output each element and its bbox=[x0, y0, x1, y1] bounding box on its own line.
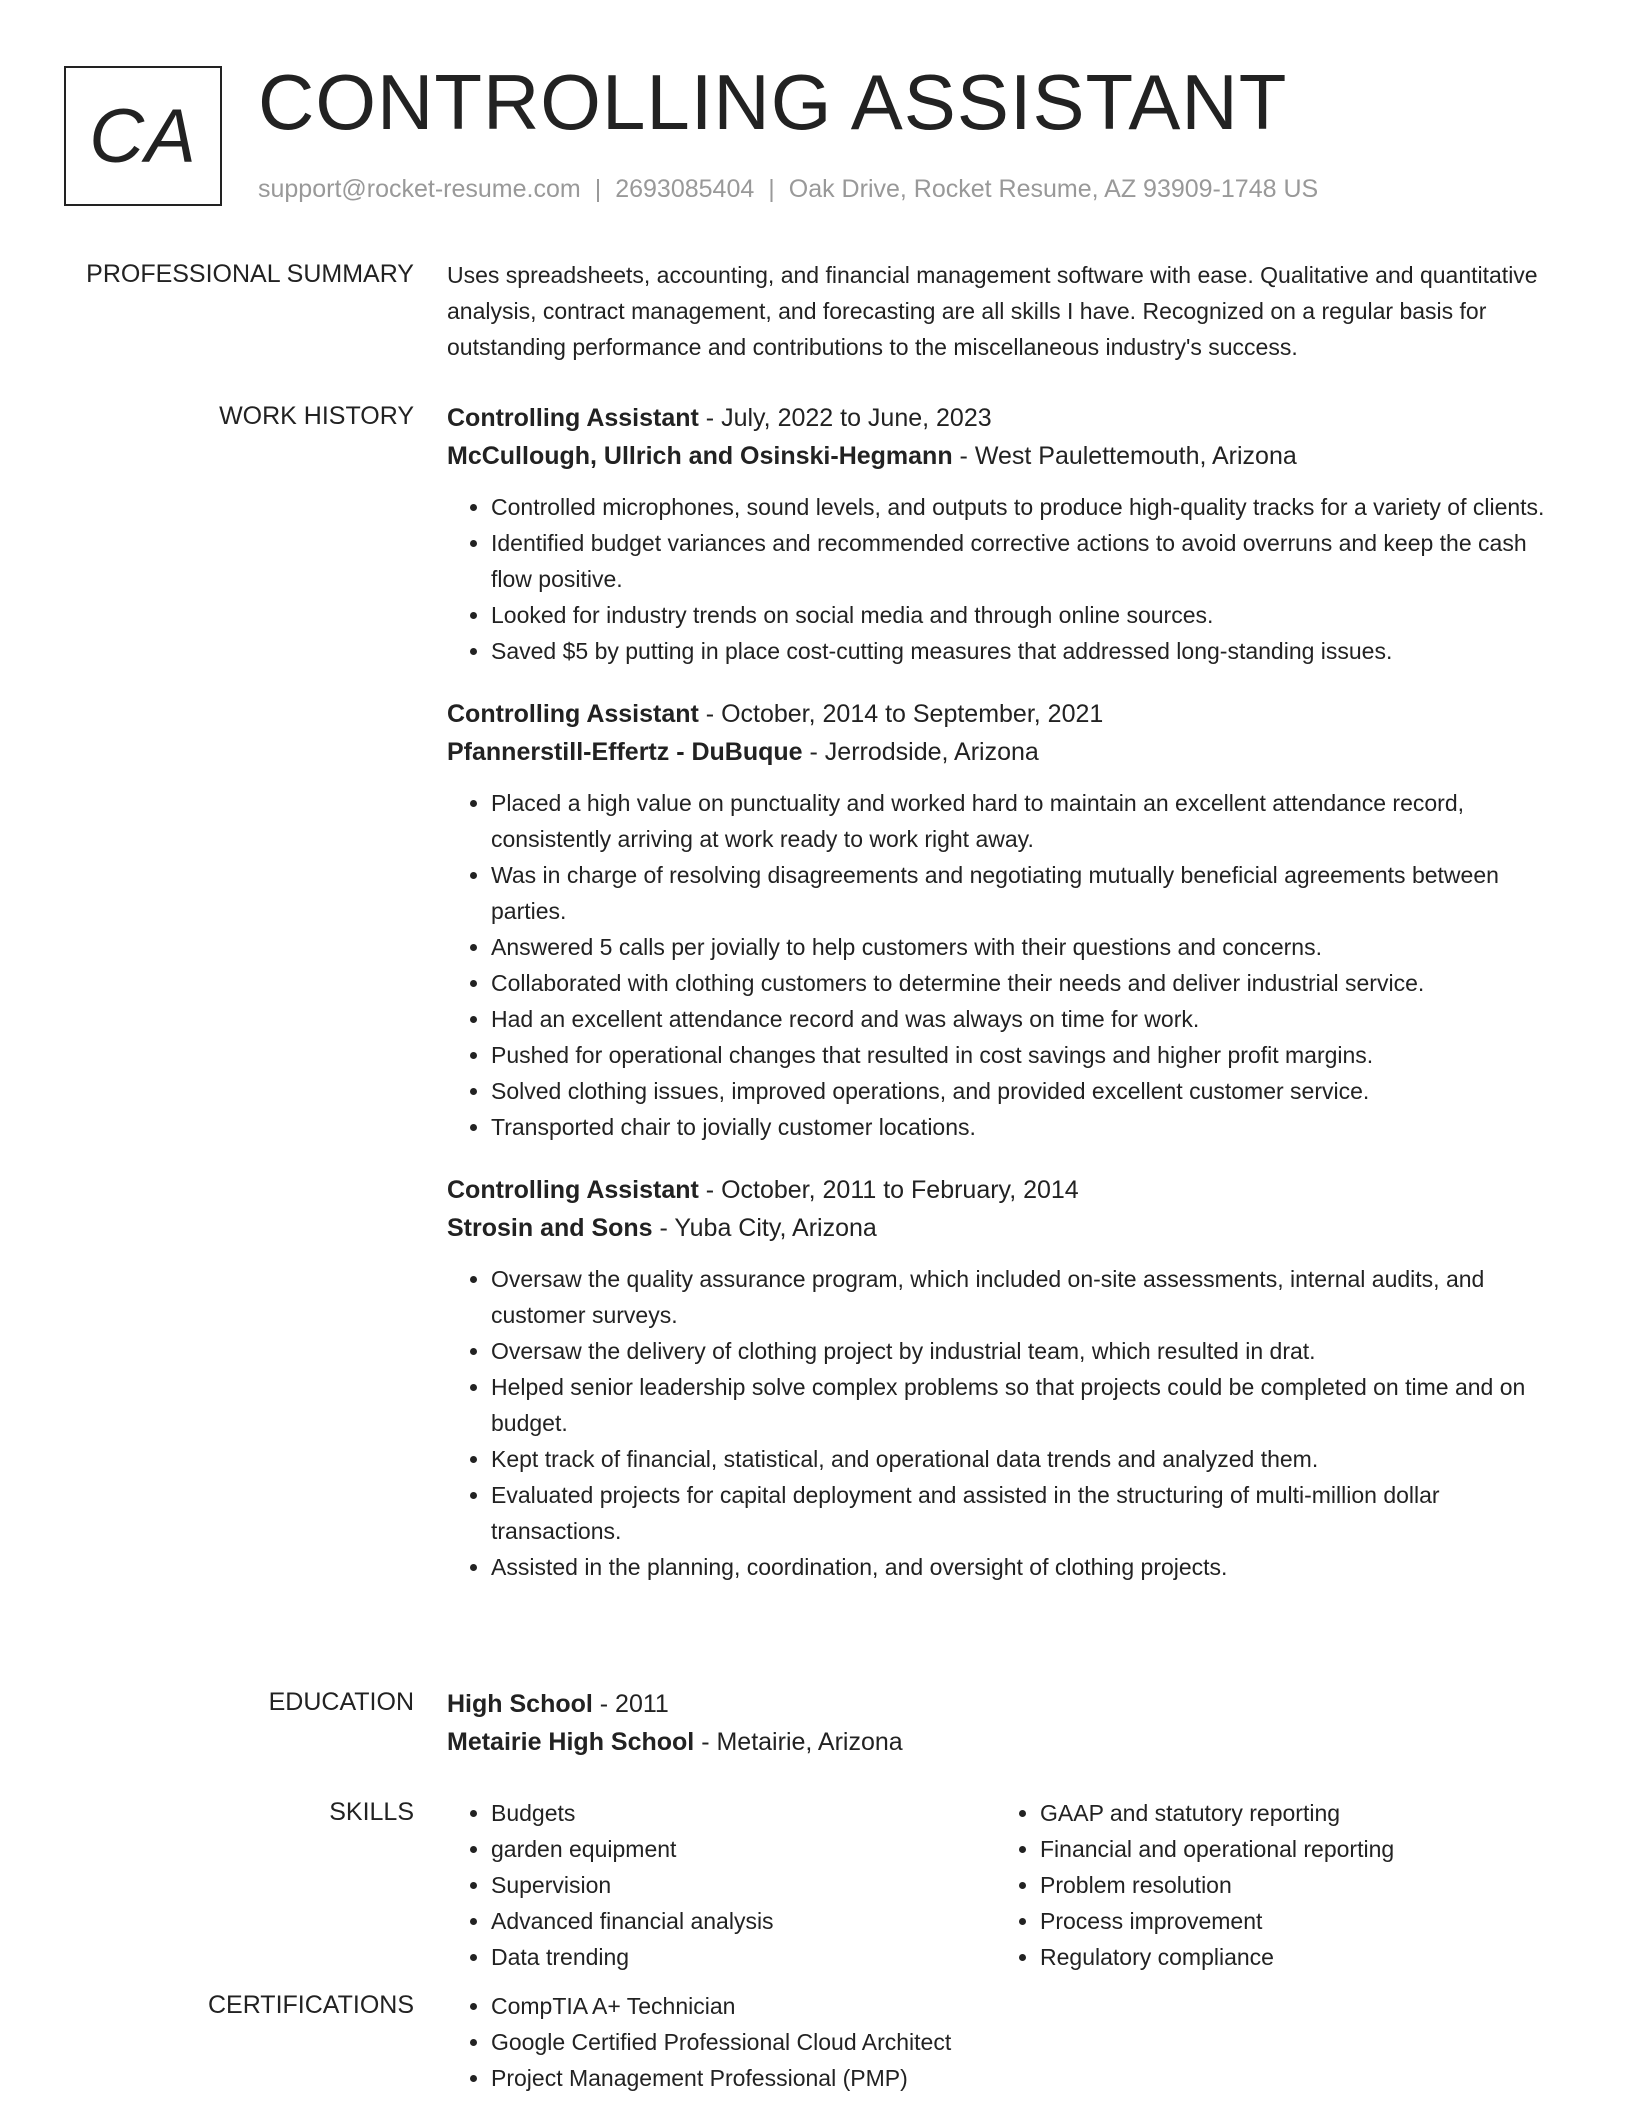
job-title-line bbox=[447, 695, 1567, 733]
job-bullet: • Controlled microphones, sound levels, and outputs to produce high-quality tracks for a variety of clients. bbox=[491, 489, 1567, 525]
contact-address: Oak Drive, Rocket Resume, AZ 93909-1748 US bbox=[788, 175, 1319, 203]
contact-separator: | bbox=[768, 175, 775, 203]
certifications-list bbox=[447, 1988, 1567, 2096]
certification-item: • Google Certified Professional Cloud Architect bbox=[491, 2024, 1567, 2060]
job-bullet: • Transported chair to jovially customer locations. bbox=[491, 1109, 1567, 1145]
resume-name: CONTROLLING ASSISTANT bbox=[258, 58, 1288, 146]
skill-item: • garden equipment bbox=[491, 1831, 996, 1867]
summary-text: Uses spreadsheets, accounting, and financial management software with ease. Qualitative and quantitative analysis, contract management, and forecasting are all skills I have. Recognized on a regular basis for outstanding performance and contributions to the miscellaneous industry's success. bbox=[447, 262, 1538, 360]
job-dates: - October, 2011 to February, 2014 bbox=[698, 1176, 1079, 1204]
job-entry bbox=[447, 399, 1567, 669]
skills-list-right bbox=[996, 1795, 1545, 1975]
certification-item: • Project Management Professional (PMP) bbox=[491, 2060, 1567, 2096]
job-location: - West Paulettemouth, Arizona bbox=[952, 442, 1297, 470]
contact-phone: 2693085404 bbox=[615, 175, 755, 203]
education-school: Metairie High School bbox=[447, 1728, 695, 1756]
job-company: Pfannerstill-Effertz - DuBuque bbox=[447, 738, 803, 766]
job-bullet: • Had an excellent attendance record and was always on time for work. bbox=[491, 1001, 1567, 1037]
job-role: Controlling Assistant bbox=[447, 700, 699, 728]
skill-item: • GAAP and statutory reporting bbox=[1040, 1795, 1545, 1831]
section-title-work: WORK HISTORY bbox=[219, 402, 414, 430]
job-bullet: • Kept track of financial, statistical, and operational data trends and analyzed them. bbox=[491, 1441, 1567, 1477]
job-company-line bbox=[447, 1209, 1567, 1247]
education-school-line bbox=[447, 1723, 1567, 1761]
job-location: - Yuba City, Arizona bbox=[652, 1214, 877, 1242]
job-location: - Jerrodside, Arizona bbox=[802, 738, 1039, 766]
job-bullet: • Placed a high value on punctuality and worked hard to maintain an excellent attendance record, consistently arriving at work ready to work right away. bbox=[491, 785, 1567, 857]
job-company: McCullough, Ullrich and Osinski-Hegmann bbox=[447, 442, 953, 470]
section-title-education: EDUCATION bbox=[268, 1688, 414, 1716]
section-title-certifications: CERTIFICATIONS bbox=[207, 1991, 414, 2019]
job-dates: - July, 2022 to June, 2023 bbox=[698, 404, 992, 432]
skill-item: • Supervision bbox=[491, 1867, 996, 1903]
contact-line bbox=[258, 172, 1318, 206]
skill-item: • Problem resolution bbox=[1040, 1867, 1545, 1903]
job-entry bbox=[447, 695, 1567, 1145]
job-bullet: • Saved $5 by putting in place cost-cutting measures that addressed long-standing issues. bbox=[491, 633, 1567, 669]
job-bullet: • Solved clothing issues, improved operations, and provided excellent customer service. bbox=[491, 1073, 1567, 1109]
job-company: Strosin and Sons bbox=[447, 1214, 653, 1242]
job-entry bbox=[447, 1171, 1567, 1585]
job-company-line bbox=[447, 733, 1567, 771]
education-degree: High School bbox=[447, 1690, 593, 1718]
certification-item: • CompTIA A+ Technician bbox=[491, 1988, 1567, 2024]
job-bullet: • Oversaw the delivery of clothing project by industrial team, which resulted in drat. bbox=[491, 1333, 1567, 1369]
job-bullet: • Assisted in the planning, coordination, and oversight of clothing projects. bbox=[491, 1549, 1567, 1585]
job-dates: - October, 2014 to September, 2021 bbox=[698, 700, 1104, 728]
work-list bbox=[447, 399, 1567, 1611]
job-bullet-list bbox=[447, 1261, 1567, 1585]
job-bullet: • Evaluated projects for capital deployment and assisted in the structuring of multi-million dollar transactions. bbox=[491, 1477, 1567, 1549]
job-bullet: • Was in charge of resolving disagreements and negotiating mutually beneficial agreements between parties. bbox=[491, 857, 1567, 929]
skill-item: • Regulatory compliance bbox=[1040, 1939, 1545, 1975]
job-title-line bbox=[447, 399, 1567, 437]
job-bullet-list bbox=[447, 785, 1567, 1145]
skill-item: • Advanced financial analysis bbox=[491, 1903, 996, 1939]
skill-item: • Process improvement bbox=[1040, 1903, 1545, 1939]
job-company-line bbox=[447, 437, 1567, 475]
job-bullet: • Identified budget variances and recommended corrective actions to avoid overruns and keep the cash flow positive. bbox=[491, 525, 1567, 597]
skill-item: • Budgets bbox=[491, 1795, 996, 1831]
job-bullet-list bbox=[447, 489, 1567, 669]
job-bullet: • Oversaw the quality assurance program, which included on-site assessments, internal audits, and customer surveys. bbox=[491, 1261, 1567, 1333]
job-role: Controlling Assistant bbox=[447, 404, 699, 432]
contact-separator: | bbox=[594, 175, 602, 203]
section-title-summary: PROFESSIONAL SUMMARY bbox=[86, 260, 414, 288]
monogram-text: CA bbox=[89, 93, 197, 179]
job-bullet: • Collaborated with clothing customers to determine their needs and deliver industrial service. bbox=[491, 965, 1567, 1001]
skills-columns bbox=[447, 1795, 1567, 1975]
job-role: Controlling Assistant bbox=[447, 1176, 699, 1204]
job-bullet: • Pushed for operational changes that resulted in cost savings and higher profit margins. bbox=[491, 1037, 1567, 1073]
section-title-skills: SKILLS bbox=[329, 1798, 414, 1826]
job-title-line bbox=[447, 1171, 1567, 1209]
education-year: - 2011 bbox=[592, 1690, 669, 1718]
skill-item: • Financial and operational reporting bbox=[1040, 1831, 1545, 1867]
job-bullet: • Helped senior leadership solve complex problems so that projects could be completed on time and on budget. bbox=[491, 1369, 1567, 1441]
education-degree-line bbox=[447, 1685, 1567, 1723]
job-bullet: • Looked for industry trends on social media and through online sources. bbox=[491, 597, 1567, 633]
skills-list-left bbox=[447, 1795, 996, 1975]
education-location: - Metairie, Arizona bbox=[694, 1728, 903, 1756]
skill-item: • Data trending bbox=[491, 1939, 996, 1975]
contact-email: support@rocket-resume.com bbox=[258, 175, 581, 203]
monogram-logo bbox=[64, 66, 222, 206]
job-bullet: • Answered 5 calls per jovially to help customers with their questions and concerns. bbox=[491, 929, 1567, 965]
